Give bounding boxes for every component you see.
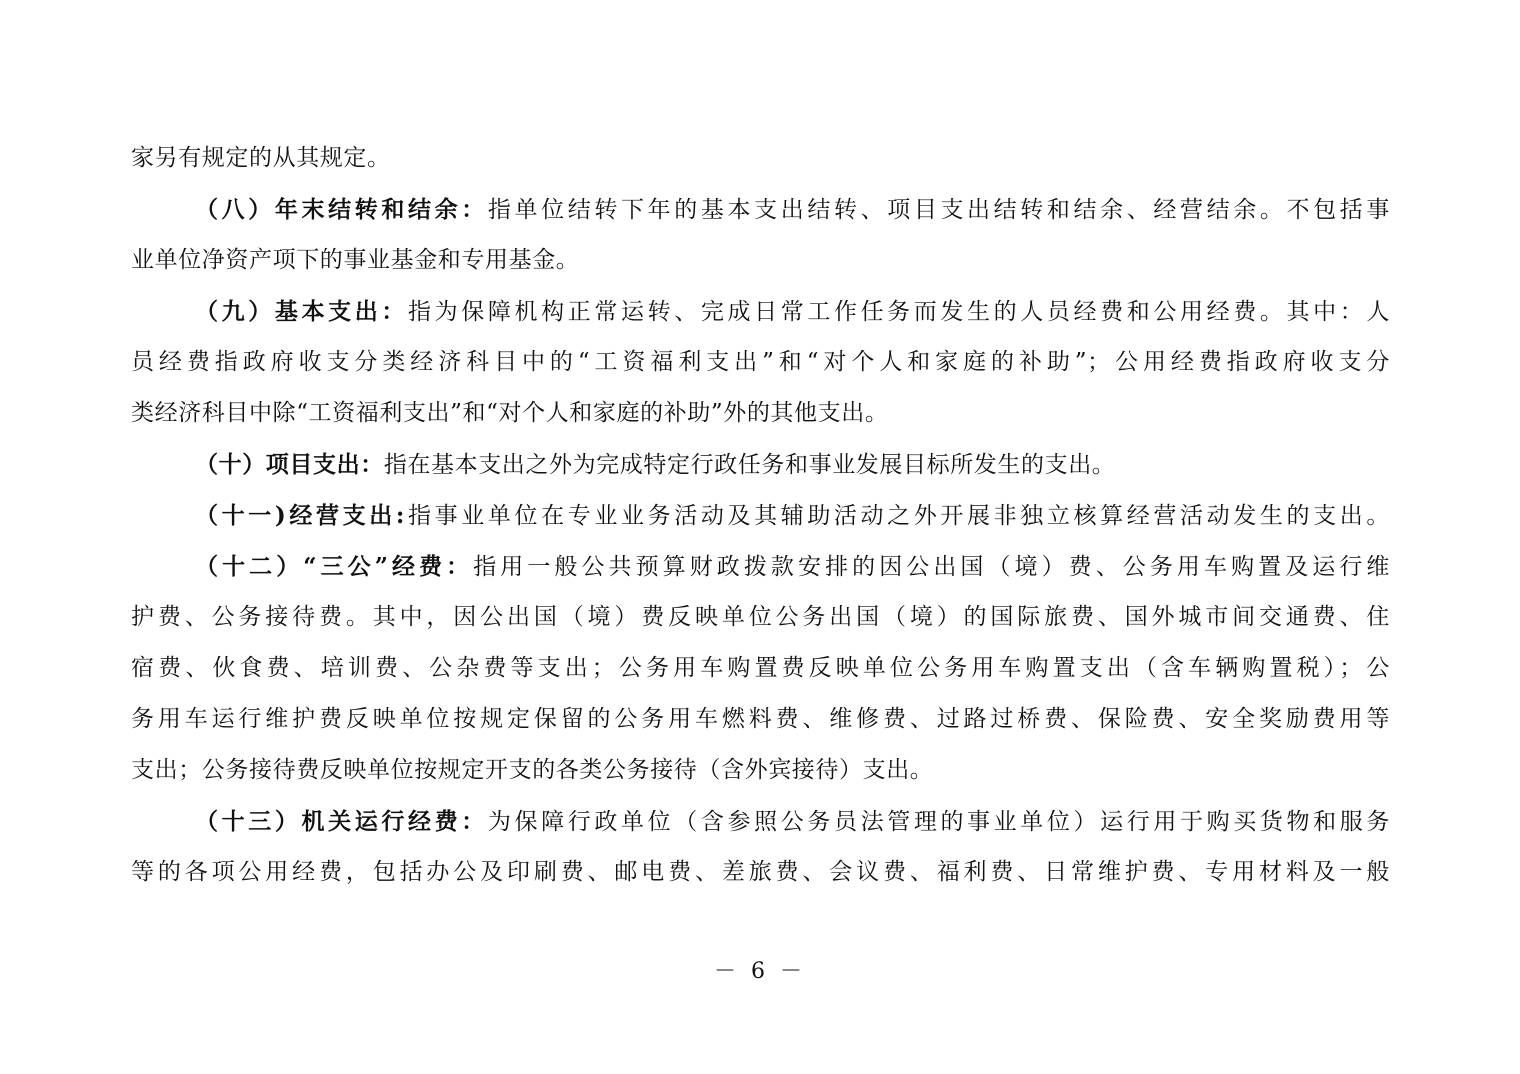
paragraph-start-line <box>131 541 1390 592</box>
term-heading: （十二）“三公”经费： <box>195 553 474 580</box>
text-line <box>131 388 1390 439</box>
line-text: 务用车运行维护费反映单位按规定保留的公务用车燃料费、维修费、过路过桥费、保险费、安全奖励费用等 <box>131 706 1390 732</box>
line-text: 指在基本支出之外为完成特定行政任务和事业发展目标所发生的支出。 <box>383 452 1116 478</box>
line-text: 员经费指政府收支分类经济科目中的“工资福利支出”和“对个人和家庭的补助”；公用经费指政府收支分 <box>131 349 1390 375</box>
line-text: 类经济科目中除“工资福利支出”和“对个人和家庭的补助”外的其他支出。 <box>131 400 889 426</box>
line-text: 为保障行政单位（含参照公务员法管理的事业单位）运行用于购买货物和服务 <box>487 809 1390 835</box>
text-line <box>131 847 1390 898</box>
line-text: 家另有规定的从其规定。 <box>131 145 391 171</box>
term-heading: （十三）机关运行经费： <box>195 808 488 835</box>
line-text: 等的各项公用经费，包括办公及印刷费、邮电费、差旅费、会议费、福利费、日常维护费、专用材料及一般 <box>131 859 1390 885</box>
paragraph-start-line <box>131 184 1390 235</box>
line-text: 护费、公务接待费。其中，因公出国（境）费反映单位公务出国（境）的国际旅费、国外城市间交通费、住 <box>131 604 1390 630</box>
line-text: 宿费、伙食费、培训费、公杂费等支出；公务用车购置费反映单位公务用车购置支出（含车辆购置税）；公 <box>131 655 1390 681</box>
line-text: 指为保障机构正常运转、完成日常工作任务而发生的人员经费和公用经费。其中：人 <box>407 299 1390 325</box>
page-number: － 6 － <box>714 959 806 984</box>
line-text: 业单位净资产项下的事业基金和专用基金。 <box>131 247 580 273</box>
text-line <box>131 592 1390 643</box>
term-heading: （九）基本支出： <box>195 298 408 325</box>
paragraph-start-line <box>131 286 1390 337</box>
line-text: 支出；公务接待费反映单位按规定开支的各类公务接待（含外宾接待）支出。 <box>131 757 934 783</box>
text-line <box>131 337 1390 388</box>
paragraph-start-line <box>131 490 1390 541</box>
line-text: 指事业单位在专业业务活动及其辅助活动之外开展非独立核算经营活动发生的支出。 <box>404 503 1390 529</box>
text-line <box>131 133 1390 184</box>
paragraph-start-line <box>131 439 1390 490</box>
term-heading: （十）项目支出： <box>195 451 384 478</box>
paragraph-start-line <box>131 796 1390 847</box>
line-text: 指单位结转下年的基本支出结转、项目支出结转和结余、经营结余。不包括事 <box>487 197 1390 223</box>
line-text: 指用一般公共预算财政拨款安排的因公出国（境）费、公务用车购置及运行维 <box>473 554 1391 580</box>
body-text <box>131 133 1390 898</box>
text-line <box>131 745 1390 796</box>
text-line <box>131 643 1390 694</box>
term-heading: （十一)经营支出: <box>195 502 405 529</box>
term-heading: （八）年末结转和结余： <box>195 196 488 223</box>
text-line <box>131 694 1390 745</box>
text-line <box>131 235 1390 286</box>
